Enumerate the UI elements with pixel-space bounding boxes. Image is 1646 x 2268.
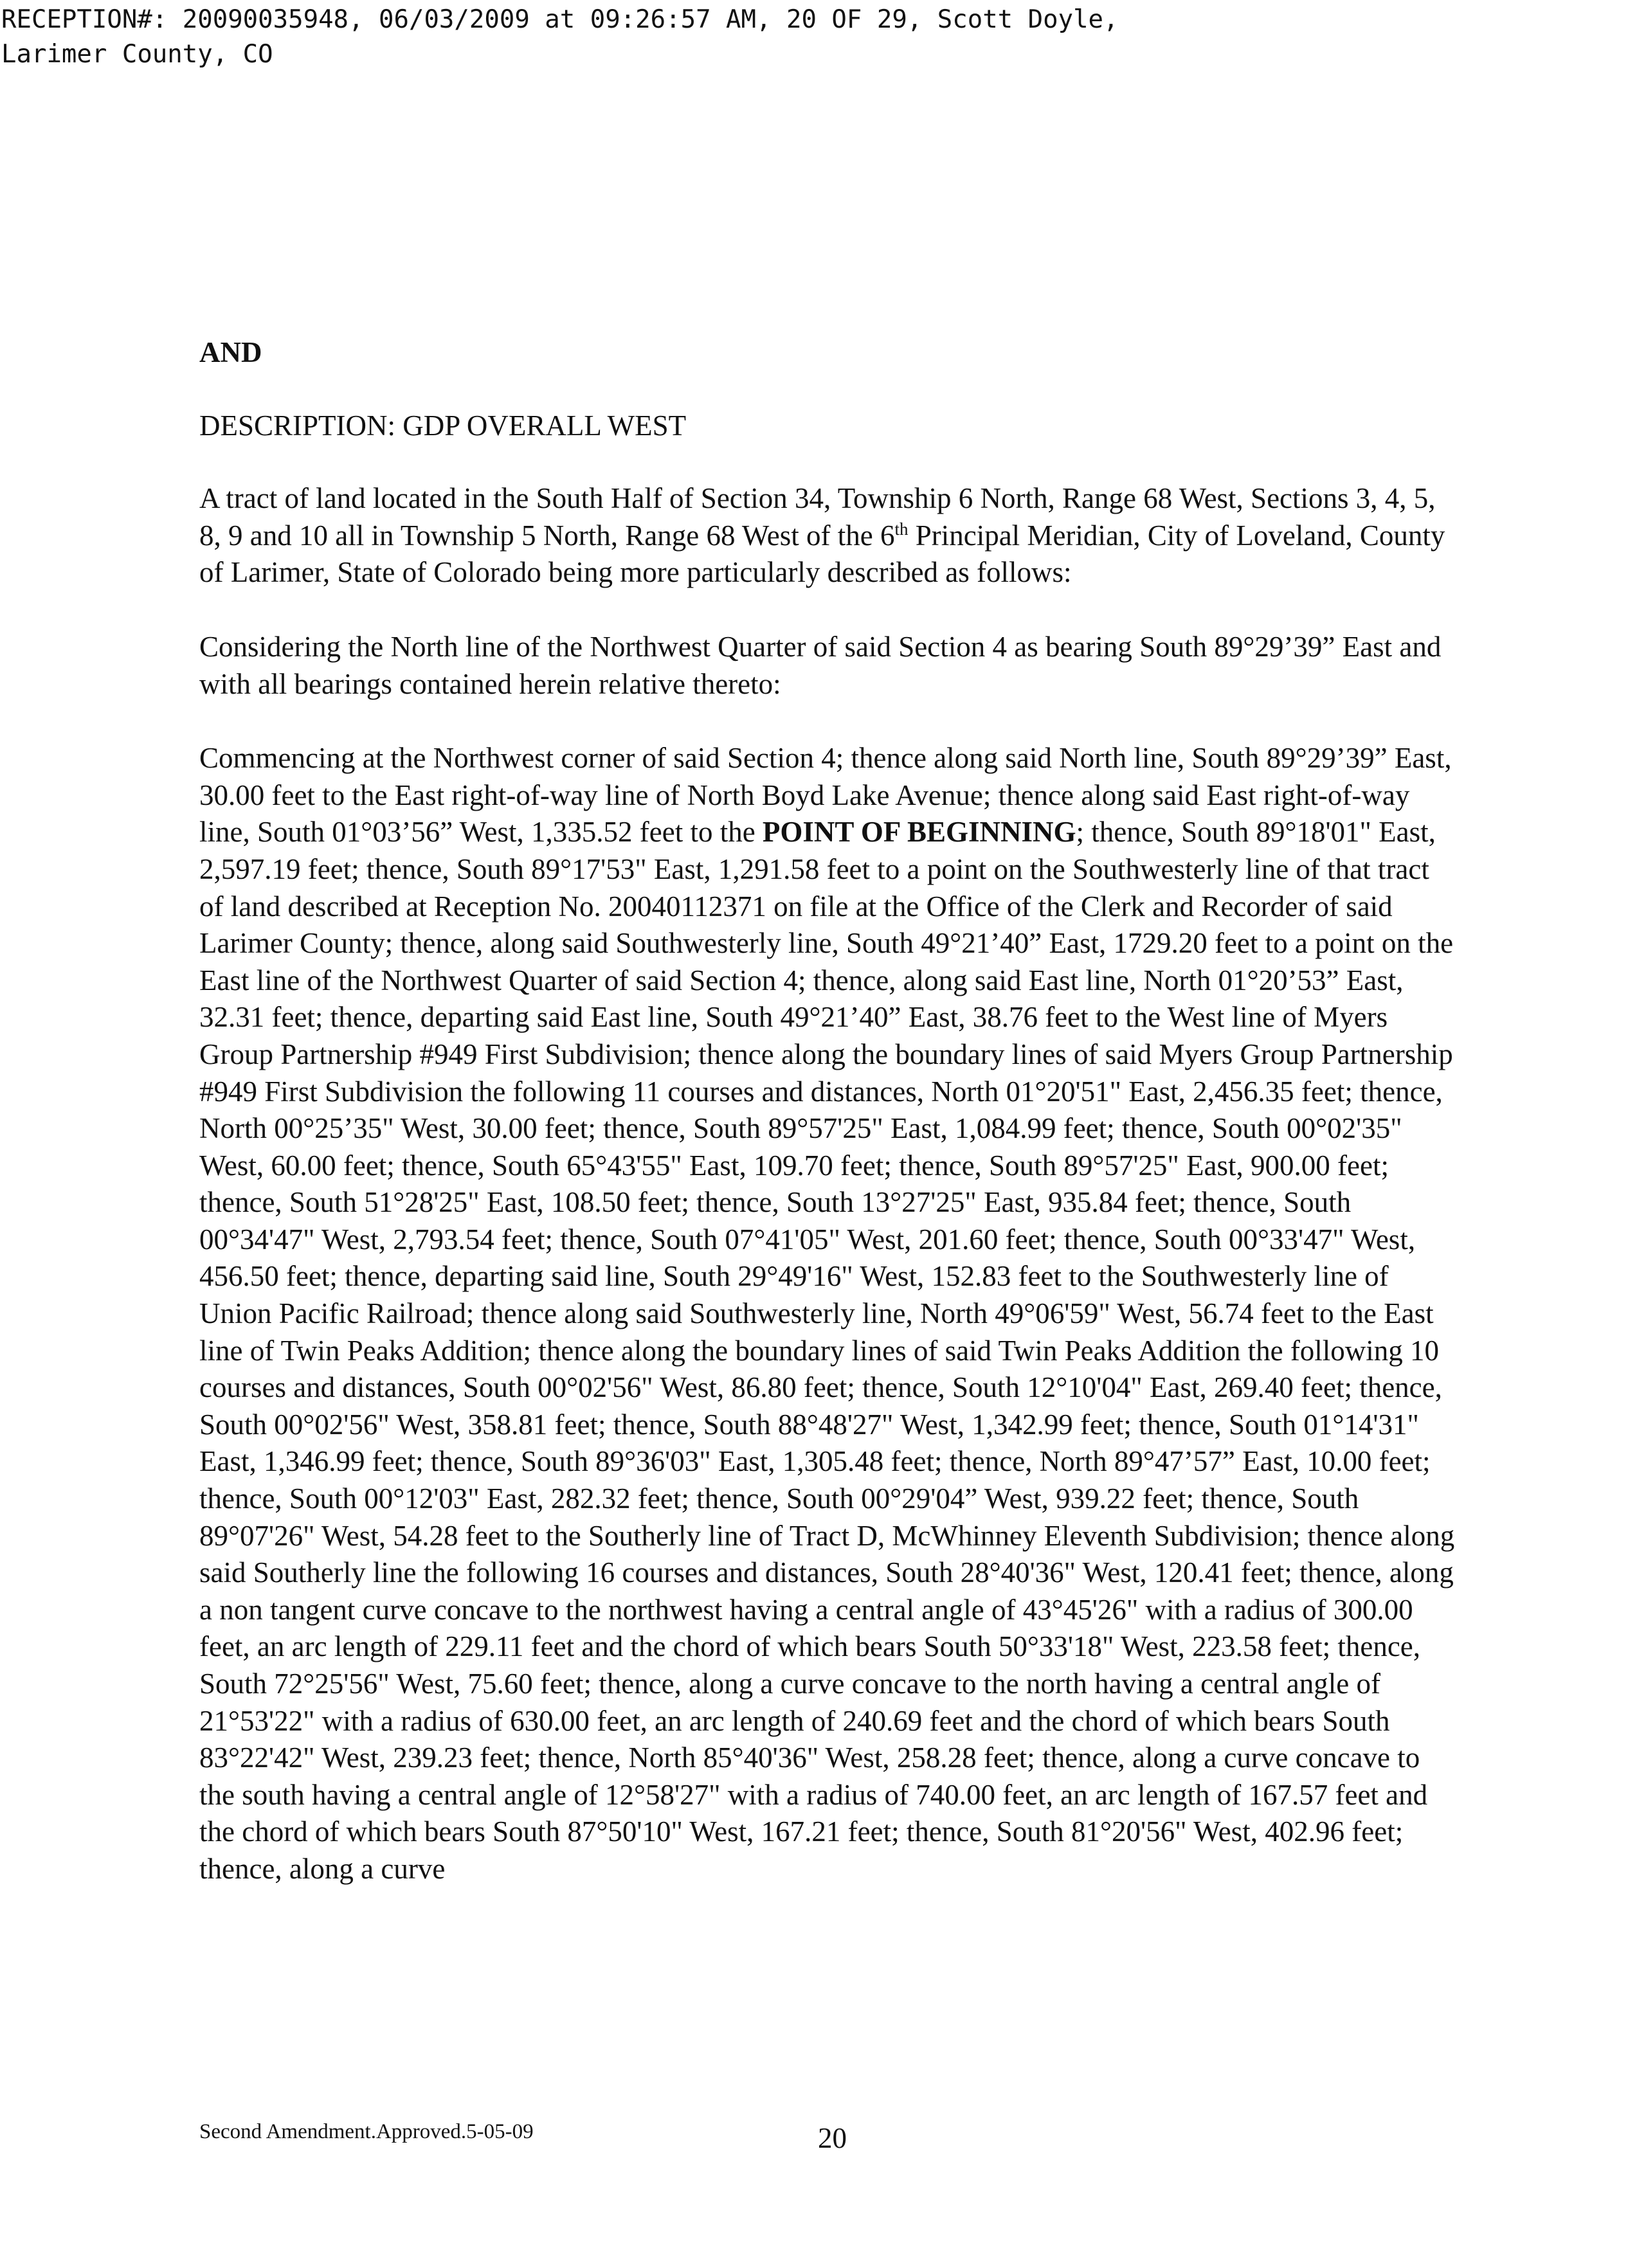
paragraph-legal-description (199, 740, 1460, 1887)
point-of-beginning: POINT OF BEGINNING (762, 816, 1076, 849)
document-body (199, 334, 1460, 1888)
paragraph-text: Commencing at the Northwest corner of said Section 4; thence along said North line, South 89°29’39” East, 30.00 feet to the East right-of-way line of North Boyd Lake Avenue; thence along said East right-of-way line, South 01°03’56” West, 1,335.52 feet to the (199, 742, 1452, 849)
paragraph-text: Principal Meridian, City of Loveland, County of Larimer, State of Colorado being more particularly described as follows: (199, 519, 1445, 589)
paragraph-text: A tract of land located in the South Half of Section 34, Township 6 North, Range 68 West, Sections 3, 4, 5, 8, 9 and 10 all in Township 5 North, Range 68 West of the 6 (199, 482, 1436, 552)
paragraph-bearing-basis: Considering the North line of the Northwest Quarter of said Section 4 as bearing South 89°29’39” East and with all bearings contained herein relative thereto: (199, 630, 1442, 700)
description-heading: DESCRIPTION: GDP OVERALL WEST (199, 409, 687, 442)
reception-stamp: RECEPTION#: 20090035948, 06/03/2009 at 09:26:57 AM, 20 OF 29, Scott Doyle, Larimer County, CO (1, 5, 1119, 69)
footer-document-name: Second Amendment.Approved.5-05-09 (199, 2120, 534, 2143)
page-number: 20 (818, 2122, 847, 2154)
ordinal-superscript: th (894, 519, 909, 539)
and-label: AND (199, 336, 262, 368)
paragraph-text: ; thence, South 89°18'01" East, 2,597.19 feet; thence, South 89°17'53" East, 1,291.58 feet to a point on the Southwesterly line of that tract of land described at Reception No. 20040112371 on file at the Office of the Clerk and Recorder of said Larimer County; thence, along said Southwesterly line, South 49°21’40” East, 1729.20 feet to a point on the East line of the Northwest Quarter of said Section 4; thence, along said East line, North 01°20’53” East, 32.31 feet; thence, departing said East line, South 49°21’40” East, 38.76 feet to the West line of Myers Group Partnership #949 First Subdivision; thence along the boundary lines of said Myers Group Partnership #949 First Subdivision the following 11 courses and distances, North 01°20'51" East, 2,456.35 feet; thence, North 00°25’35" West, 30.00 feet; thence, South 89°57'25" East, 1,084.99 feet; thence, South 00°02'35" West, 60.00 feet; thence, South 65°43'55" East, 109.70 feet; thence, South 89°57'25" East, 900.00 feet; thence, South 51°28'25" East, 108.50 feet; thence, South 13°27'25" East, 935.84 feet; thence, South 00°34'47" West, 2,793.54 feet; thence, South 07°41'05" West, 201.60 feet; thence, South 00°33'47" West, 456.50 feet; thence, departing said line, South 29°49'16" West, 152.83 feet to the Southwesterly line of Union Pacific Railroad; thence along said Southwesterly line, North 49°06'59" West, 56.74 feet to the East line of Twin Peaks Addition; thence along the boundary lines of said Twin Peaks Addition the following 10 courses and distances, South 00°02'56" West, 86.80 feet; thence, South 12°10'04" East, 269.40 feet; thence, South 00°02'56" West, 358.81 feet; thence, South 88°48'27" West, 1,342.99 feet; thence, South 01°14'31" East, 1,346.99 feet; thence, South 89°36'03" East, 1,305.48 feet; thence, North 89°47’57” East, 10.00 feet; thence, South 00°12'03" East, 282.32 feet; thence, South 00°29'04” West, 939.22 feet; thence, South 89°07'26" West, 54.28 feet to the Southerly line of Tract D, McWhinney Eleventh Subdivision; thence along said Southerly line the following 16 courses and distances, South 28°40'36" West, 120.41 feet; thence, along a non tangent curve concave to the northwest having a central angle of 43°45'26" with a radius of 300.00 feet, an arc length of 229.11 feet and the chord of which bears South 50°33'18" West, 223.58 feet; thence, South 72°25'56" West, 75.60 feet; thence, along a curve concave to the north having a central angle of 21°53'22" with a radius of 630.00 feet, an arc length of 240.69 feet and the chord of which bears South 83°22'42" West, 239.23 feet; thence, North 85°40'36" West, 258.28 feet; thence, along a curve concave to the south having a central angle of 12°58'27" with a radius of 740.00 feet, an arc length of 167.57 feet and the chord of which bears South 87°50'10" West, 167.21 feet; thence, South 81°20'56" West, 402.96 feet; thence, along a curve (199, 816, 1455, 1885)
paragraph-tract-location (199, 480, 1460, 591)
